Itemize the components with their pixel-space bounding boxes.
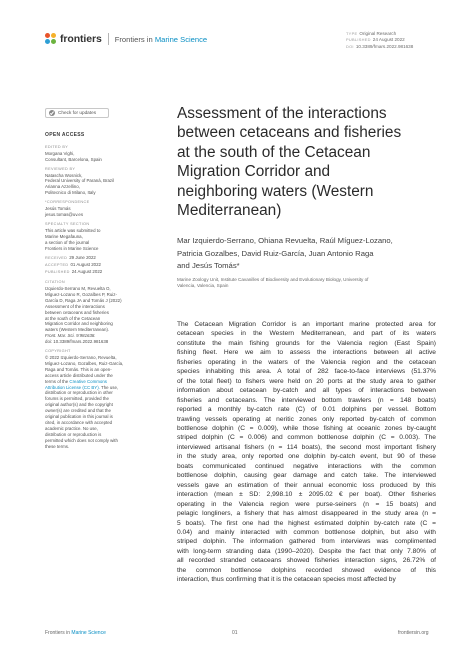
brand-name: frontiers	[60, 33, 102, 45]
check-updates-label: Check for updates	[58, 110, 97, 116]
frontiers-logo-icon	[45, 33, 57, 45]
article-title: Assessment of the interactions between cetaceans and fisheries at the south of the Cetacean Migration Corridor and neighboring waters (Western Mediterranean)	[177, 105, 402, 220]
footer-site-link[interactable]: frontiersin.org	[398, 630, 429, 636]
article-meta	[346, 31, 413, 50]
copyright-label: COPYRIGHT	[45, 349, 71, 354]
journal-name[interactable]	[115, 35, 207, 44]
page-header	[0, 0, 474, 80]
edited-by-label: EDITED BY	[45, 144, 69, 149]
license-link[interactable]: Creative Commons	[69, 378, 107, 384]
meta-type: TYPE Original Research	[346, 31, 397, 36]
check-updates-button[interactable]	[45, 108, 109, 118]
citation-label: CITATION	[45, 280, 65, 285]
page-number: 01	[232, 630, 238, 636]
header-divider	[108, 33, 109, 45]
left-sidebar	[45, 108, 160, 451]
reviewer-info: Natascha Wosnick, Federal University of Paraná, Brazil Arianna Azzellino, Politecnico di Milano, Italy	[45, 172, 115, 196]
correspondence-email[interactable]: jesus.tomas@uv.es	[45, 211, 84, 217]
author-list: Mar Izquierdo-Serrano, Ohiana Revuelta, Raúl Míguez-Lozano, Patricia Gozalbes, David Ruiz-García, Juan Antonio Raga and Jesús Tomás*	[177, 236, 393, 271]
meta-published: PUBLISHED 24 August 2022	[346, 37, 405, 43]
frontiers-logo[interactable]	[45, 33, 207, 45]
journal-prefix: Frontiers in	[114, 34, 153, 44]
footer-journal[interactable]: Frontiers in Marine Science	[45, 630, 106, 636]
article-dates: RECEIVED 29 June 2022 ACCEPTED 01 August 2022 PUBLISHED 24 August 2022	[45, 255, 103, 275]
citation-text: Izquierdo-Serrano M, Revuelta O, Míguez-Lozano R, Gozalbes P, Ruiz- García D, Raga JA and Tomás J (2022) Assessment of the interactions between cetaceans and fisheries at the south of the Cetacean Migration Corridor and neighboring waters (Western Mediterranean). Front. Mar. Sci. 9:981638. doi: 10.3389/fmars.2022.981638	[45, 286, 122, 345]
specialty-section-label: SPECIALTY SECTION	[45, 221, 90, 226]
correspondence-info: Jesús Tomás jesus.tomas@uv.es	[45, 206, 160, 218]
license-link-cont[interactable]: Attribution License (CC BY).	[45, 384, 100, 390]
reviewed-by-label: REVIEWED BY	[45, 166, 76, 171]
affiliation: Marine Zoology Unit, Institute Cavanilles of Biodiversity and Evolutionary Biology, University of Valencia, Valencia, Spain	[177, 277, 369, 289]
meta-doi[interactable]: DOI 10.3389/fmars.2022.981638	[346, 43, 414, 49]
journal-title: Marine Science	[154, 34, 208, 44]
open-access-label: OPEN ACCESS	[45, 132, 85, 138]
editor-info: Morgana Vighi, Consultant, Barcelona, Spain	[45, 150, 102, 162]
check-circle-icon	[49, 110, 55, 116]
correspondence-label: *CORRESPONDENCE	[45, 200, 90, 205]
abstract-text: The Cetacean Migration Corridor is an important marine protected area for cetacean species in the Western Mediterranean, and part of its waters constitute the main fishing grounds for the Valencia region (East Spain) fishing fleet. Here we aim to assess the interactions between all active fisheries operating in the waters of the Valencia region and the cetacean species inhabiting this area. A total of 282 face-to-face interviews (51.37% of the total fleet) to fishers were held on 20 ports at the study area to gather information about cetacean by-catch and all types of interactions between fisheries and cetaceans. The interviewed bottom trawlers (n = 148 boats) reported a monthly by-catch rate (C) of 0.01 dolphins per vessel. Bottom trawling vessels operating at neritic zones only reported by-catch of common bottlenose dolphin (C = 0.009), while those fishing at oceanic zones by-caught striped dolphin (C = 0.006) and common bottlenose dolphin (C = 0.003). The interviewed artisanal fishers (n = 114 boats), the second most important fishery in the study area, only reported one dolphin by-catch event, but 90 of these boats communicated continued negative interactions with the common bottlenose dolphin, causing gear damage and catch take. The interviewed vessels gave an estimation of their annual economic loss produced by this interaction (mean ± SD: 2,998.10 ± 2095.02 € per boat). Other fisheries operating in the Valencia region were purse-seiners (n = 15 boats) and pelagic longliners, a fishery that has almost disappeared in the study area (n = 5 boats). The first one had the highest estimated dolphin by-catch rate (C = 0.04) and mainly interacted with common bottlenose dolphin, but also with striped dolphin. The information gathered from interviews was complimented with long-term stranding data (1990–2020). Despite the fact that only 7.80% of all recorded stranded cetaceans showed fisheries interaction signs, 26.72% of the common bottlenose dolphins recorded showed evidence of this interaction, thus confirming that it is the cetacean species most affected by	[177, 321, 436, 584]
copyright-text: © 2022 Izquierdo-Serrano, Revuelta, Míguez-Lozano, Gozalbes, Ruiz-García, Raga and Tomás. This is an open- access article distributed under the terms of the Creative Commons Attribution License (CC BY). The use, distribution or reproduction in other forums is permitted, provided the original author(s) and the copyright owner(s) are credited and that the original publication in this journal is cited, in accordance with accepted academic practice. No use, distribution or reproduction is permitted which does not comply with these terms.	[45, 355, 124, 449]
specialty-section-info: This article was submitted to Marine Megafauna, a section of the journal Frontiers in Marine Science	[45, 227, 101, 251]
